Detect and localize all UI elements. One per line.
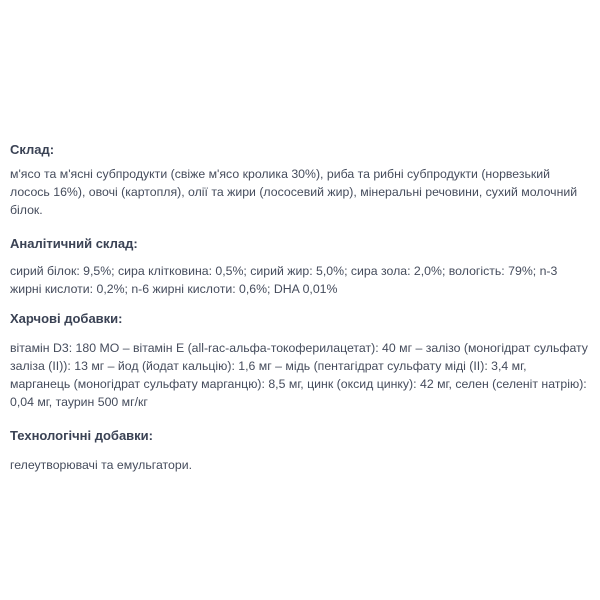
composition-text: м'ясо та м'ясні субпродукти (свіже м'ясо кролика 30%), риба та рибні субпродукти (норвезький лосось 16%), овочі (картопля), олії та жири (лососевий жир), мінеральні речовини, сухий молочний білок. — [10, 167, 578, 217]
analytical-heading: Аналітичний склад: — [10, 236, 138, 251]
technological-text: гелеутворювачі та емульгатори. — [10, 458, 192, 472]
analytical-text: сирий білок: 9,5%; сира клітковина: 0,5%; сирий жир: 5,0%; сира зола: 2,0%; вологість: 79%; n-3 жирні кислоти: 0,2%; n-6 жирні кислоти: 0,6%; DHA 0,01% — [10, 264, 558, 296]
composition-heading: Склад: — [10, 142, 55, 157]
additives-text: вітамін D3: 180 МО – вітамін E (all-rac-альфа-токоферилацетат): 40 мг – залізо (моногідрат сульфату заліза (II)): 13 мг – йод (йодат кальцію): 1,6 мг – мідь (пентагідрат сульфату міді (II): 3,4 мг, марганець (моногідрат сульфату марганцю): 8,5 мг, цинк (оксид цинку): 42 мг, селен (селеніт натрію): 0,04 мг, таурин 500 мг/кг — [10, 341, 588, 409]
additives-heading: Харчові добавки: — [10, 311, 123, 326]
analytical-section — [10, 235, 588, 298]
technological-heading: Технологічні добавки: — [10, 428, 153, 443]
composition-section — [10, 141, 588, 219]
additives-section — [10, 310, 588, 411]
technological-section — [10, 427, 588, 474]
